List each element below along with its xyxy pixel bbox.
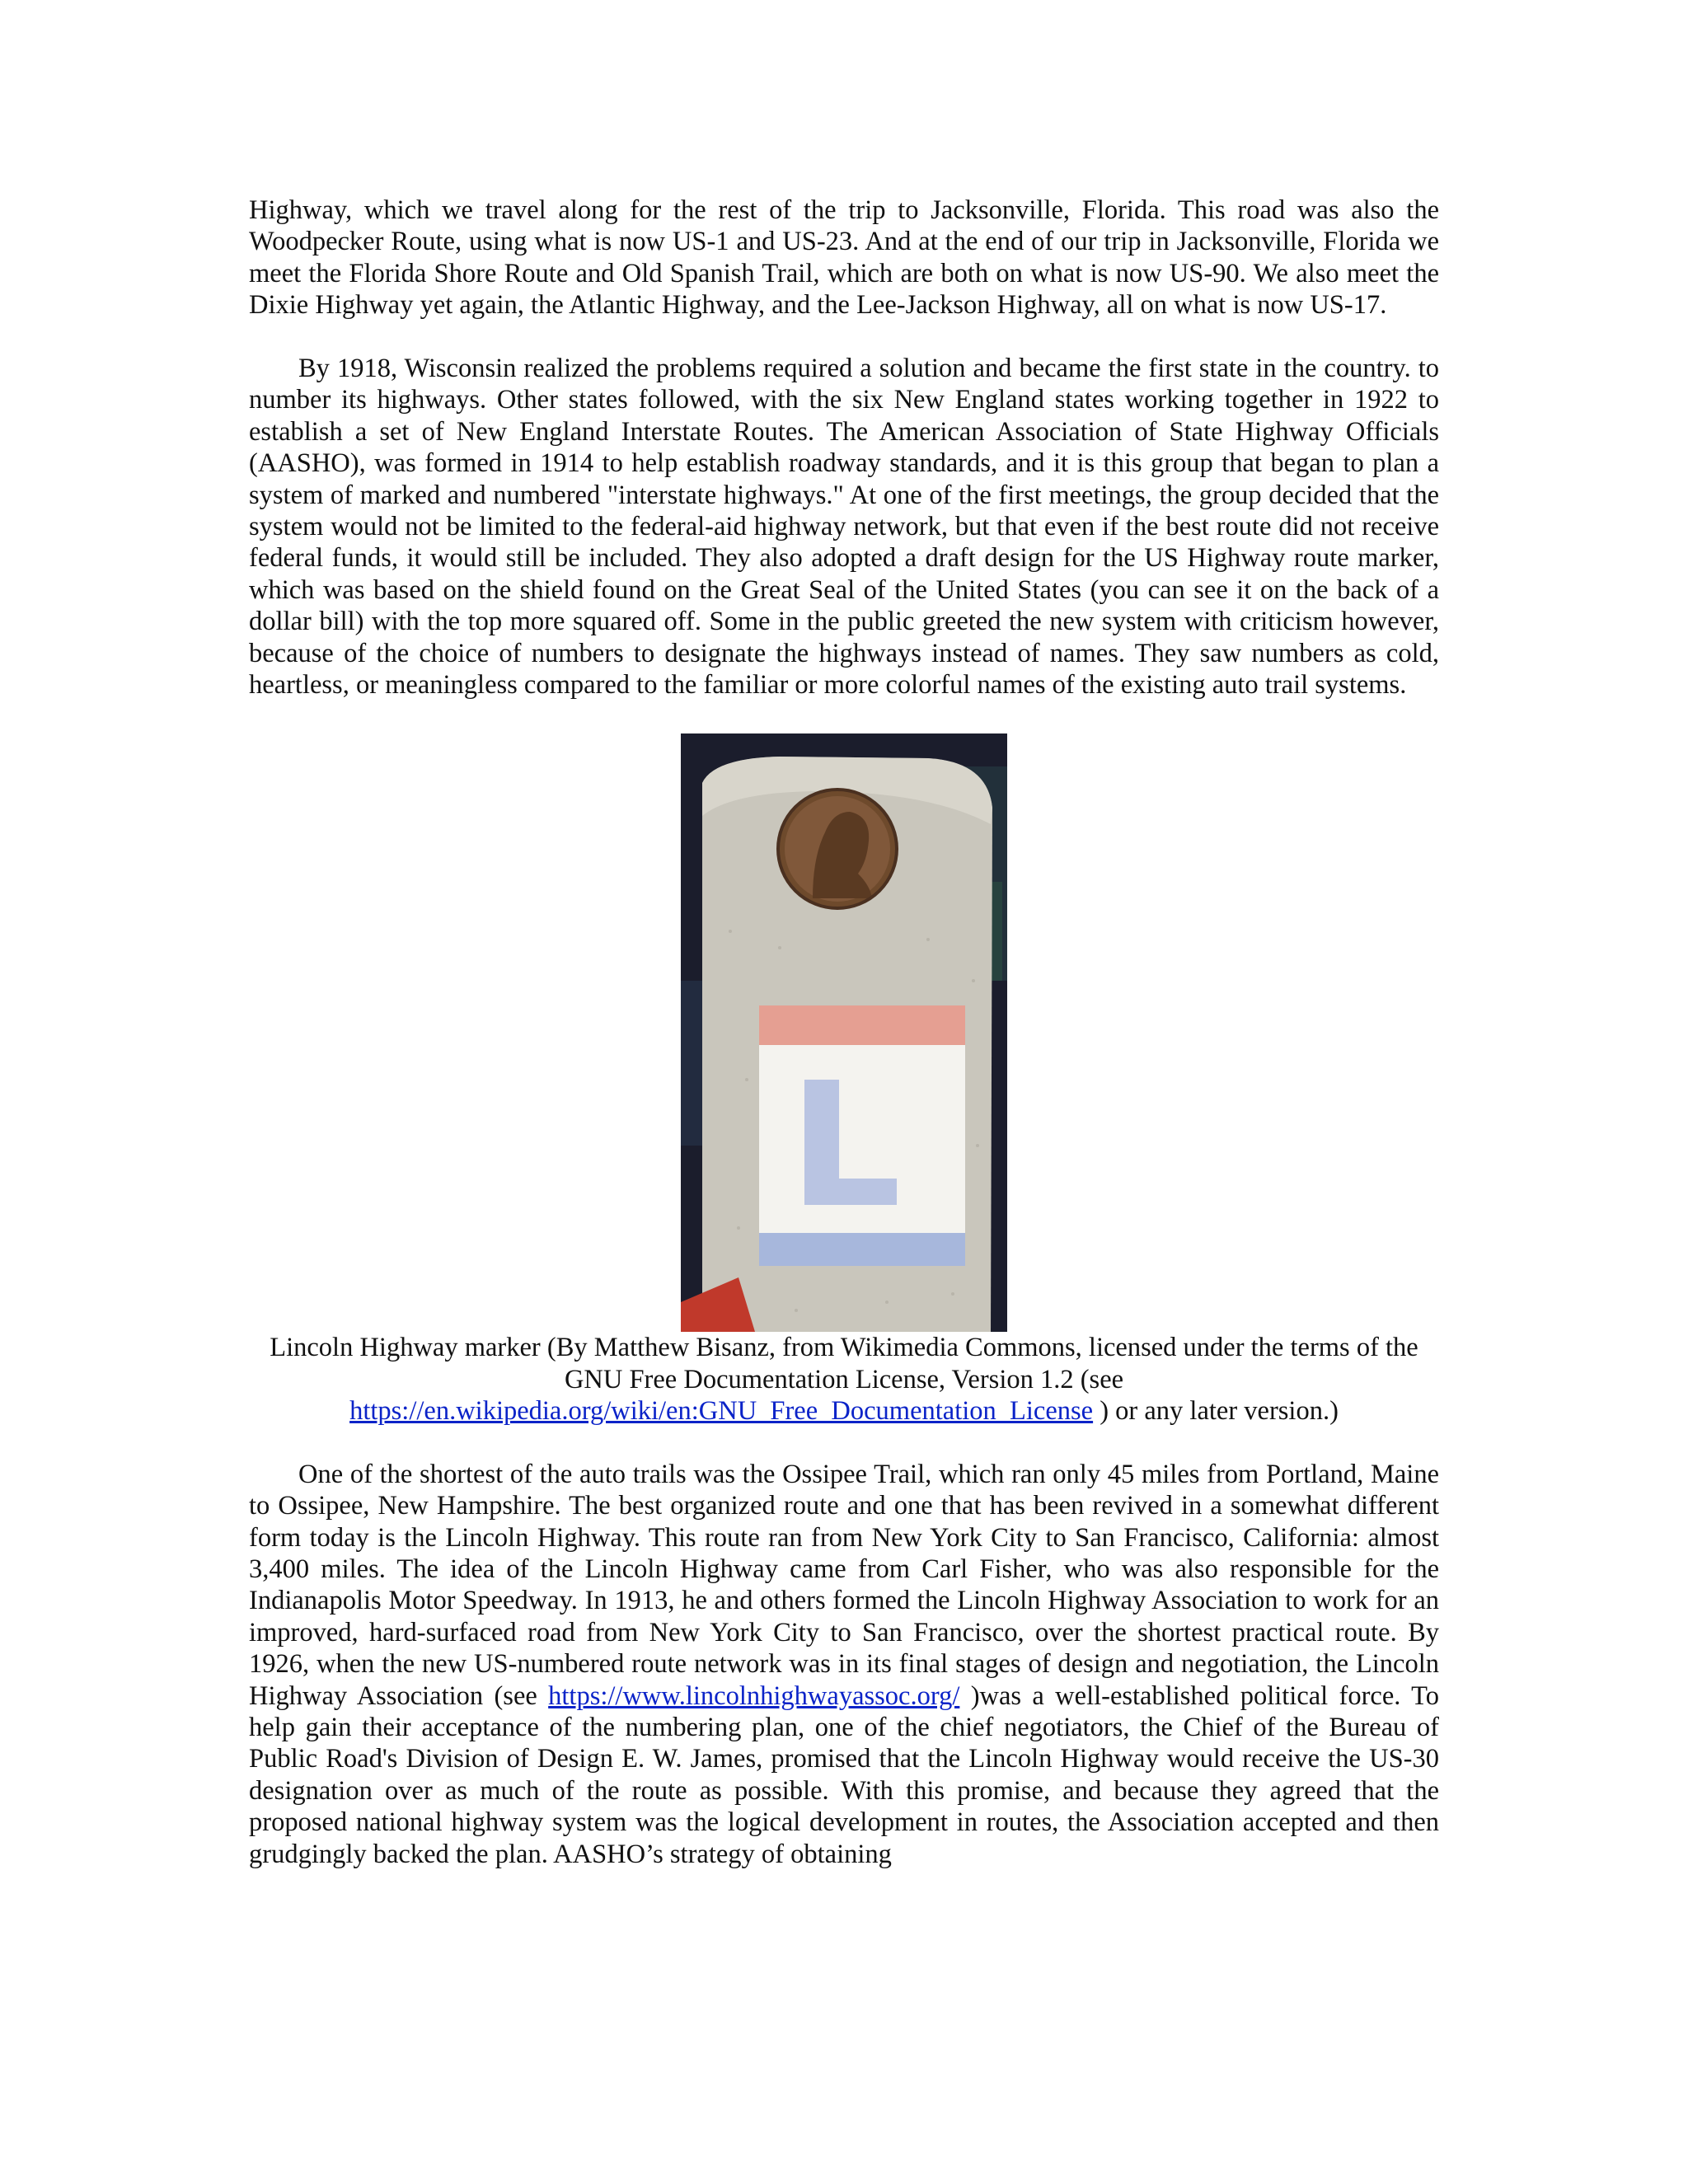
paragraph-wisconsin-numbering: By 1918, Wisconsin realized the problems required a solution and became the first state in the country. to number its highways. Other states followed, with the six New England states working together in 1922 to establish a set of New England Interstate Routes. The American Association of State Highway Officials (AASHO), was formed in 1914 to help establish roadway standards, and it is this group that began to plan a system of marked and numbered "interstate highways." At one of the first meetings, the group decided that the system would not be limited to the federal-aid highway network, but that even if the best route did not receive federal funds, it would still be included. They also adopted a draft design for the US Highway route marker, which was based on the shield found on the Great Seal of the United States (you can see it on the back of a dollar bill) with the top more squared off. Some in the public greeted the new system with criticism however, because of the choice of numbers to designate the highways instead of names. They saw numbers as cold, heartless, or meaningless compared to the familiar or more colorful names of the existing auto trail systems. (249, 354, 1439, 701)
caption-line-2: GNU Free Documentation License, Version 1.2 (see (564, 1364, 1124, 1394)
caption-line-1: Lincoln Highway marker (By Matthew Bisanz, from Wikimedia Commons, licensed under the terms of the (270, 1333, 1418, 1363)
document-page (249, 194, 1439, 1870)
gnu-license-link[interactable]: https://en.wikipedia.org/wiki/en:GNU_Free_Documentation_License (349, 1396, 1094, 1427)
caption-line-3 (249, 1395, 1439, 1427)
paragraph-highway-routes: Highway, which we travel along for the rest of the trip to Jacksonville, Florida. This road was also the Woodpecker Route, using what is now US-1 and US-23. And at the end of our trip in Jacksonville, Florida we meet the Florida Shore Route and Old Spanish Trail, which are both on what is now US-90. We also meet the Dixie Highway yet again, the Atlantic Highway, and the Lee-Jackson Highway, all on what is now US-17. (249, 195, 1439, 321)
figure-lincoln-marker (249, 733, 1439, 1427)
paragraph-lincoln-text-1: One of the shortest of the auto trails was the Ossipee Trail, which ran only 45 miles from Portland, Maine to Ossipee, New Hampshire. The best organized route and one that has been revived in a somewhat different form today is the Lincoln Highway. This route ran from New York City to San Francisco, California: almost 3,400 miles. The idea of the Lincoln Highway came from Carl Fisher, who was also responsible for the Indianapolis Motor Speedway. In 1913, he and others formed the Lincoln Highway Association to work for an improved, hard-surfaced road from New York City to San Francisco, over the shortest practical route. By 1926, when the new US-numbered route network was in its final stages of design and negotiation, the Lincoln Highway Association (see (249, 1459, 1439, 1711)
lincoln-highway-marker-photo (681, 733, 1007, 1332)
lincoln-medallion-icon (778, 790, 897, 908)
figure-caption (249, 1332, 1439, 1427)
paragraph-lincoln-text-2: )was a well-established political force. To help gain their acceptance of the numbering plan, one of the chief negotiators, the Chief of the Bureau of Public Road's Division of Design E. W. James, promised that the Lincoln Highway would receive the US-30 designation over as much of the route as possible. With this promise, and because they agreed that the proposed national highway system was the logical development in routes, the Association accepted and then grudgingly backed the plan. AASHO’s strategy of obtaining (249, 1680, 1439, 1869)
paragraph-ossipee-lincoln (249, 1459, 1439, 1870)
lincoln-highway-association-link[interactable]: https://www.lincolnhighwayassoc.org/ (548, 1680, 960, 1711)
caption-line-3-tail: ) or any later version.) (1093, 1396, 1339, 1427)
